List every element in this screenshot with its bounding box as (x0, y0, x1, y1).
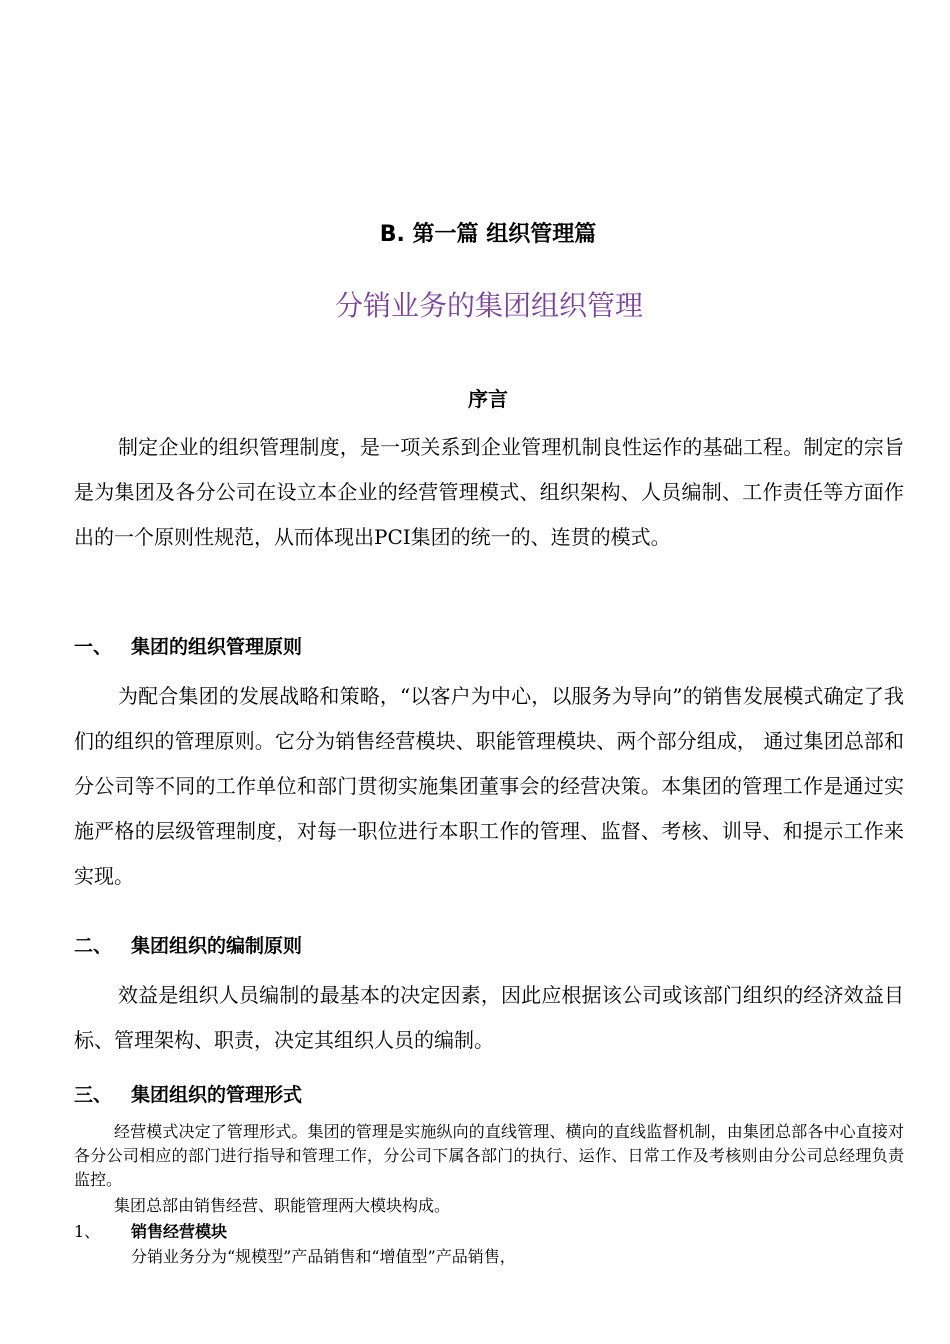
subsection-1-number: 1、 (74, 1222, 101, 1241)
preface-paragraph: 制定企业的组织管理制度，是一项关系到企业管理机制良性运作的基础工程。制定的宗旨是为集团及各分公司在设立本企业的经营管理模式、组织架构、人员编制、工作责任等方面作出的一个原则性规范，从而体现出PCI集团的统一的、连贯的模式。 (74, 435, 904, 549)
section-2-paragraph: 效益是组织人员编制的最基本的决定因素，因此应根据该公司或该部门组织的经济效益目标、管理架构、职责，决定其组织人员的编制。 (74, 983, 904, 1052)
part-title: B. 第一篇 组织管理篇 (379, 222, 597, 247)
section-1-number: 一、 (74, 636, 113, 658)
section-1-paragraph: 为配合集团的发展战略和策略，“以客户为中心，以服务为导向”的销售发展模式确定了我们的组织的管理原则。它分为销售经营模块、职能管理模块、两个部分组成， 通过集团总部和分公司等不同的工作单位和部门贯彻实施集团董事会的经营决策。本集团的管理工作是通过实施严格的层级管理制度，对每一职位进行本职工作的管理、监督、考核、训导、和提示工作来实现。 (74, 684, 904, 888)
section-3-title: 集团组织的管理形式 (131, 1084, 303, 1106)
section-1-heading (74, 632, 302, 662)
subsection-1-title: 销售经营模块 (131, 1222, 228, 1241)
section-3-heading (74, 1080, 302, 1110)
document-title: 分销业务的集团组织管理 (334, 289, 643, 322)
section-3-paragraph-2: 集团总部由销售经营、职能管理两大模块构成。 (114, 1196, 451, 1215)
section-1-title: 集团的组织管理原则 (131, 636, 303, 658)
subsection-1-paragraph: 分销业务分为“规模型”产品销售和“增值型”产品销售， (131, 1247, 516, 1266)
section-3-paragraph: 经营模式决定了管理形式。集团的管理是实施纵向的直线管理、横向的直线监督机制，由集团总部各中心直接对各分公司相应的部门进行指导和管理工作，分公司下属各部门的执行、运作、日常工作及考核则由分公司总经理负责监控。 (74, 1122, 904, 1189)
preface-heading: 序言 (468, 387, 508, 411)
section-2-number: 二、 (74, 935, 113, 957)
section-3-number: 三、 (74, 1084, 113, 1106)
section-2-heading (74, 931, 302, 961)
subsection-1-heading (74, 1220, 227, 1244)
section-2-title: 集团组织的编制原则 (131, 935, 303, 957)
